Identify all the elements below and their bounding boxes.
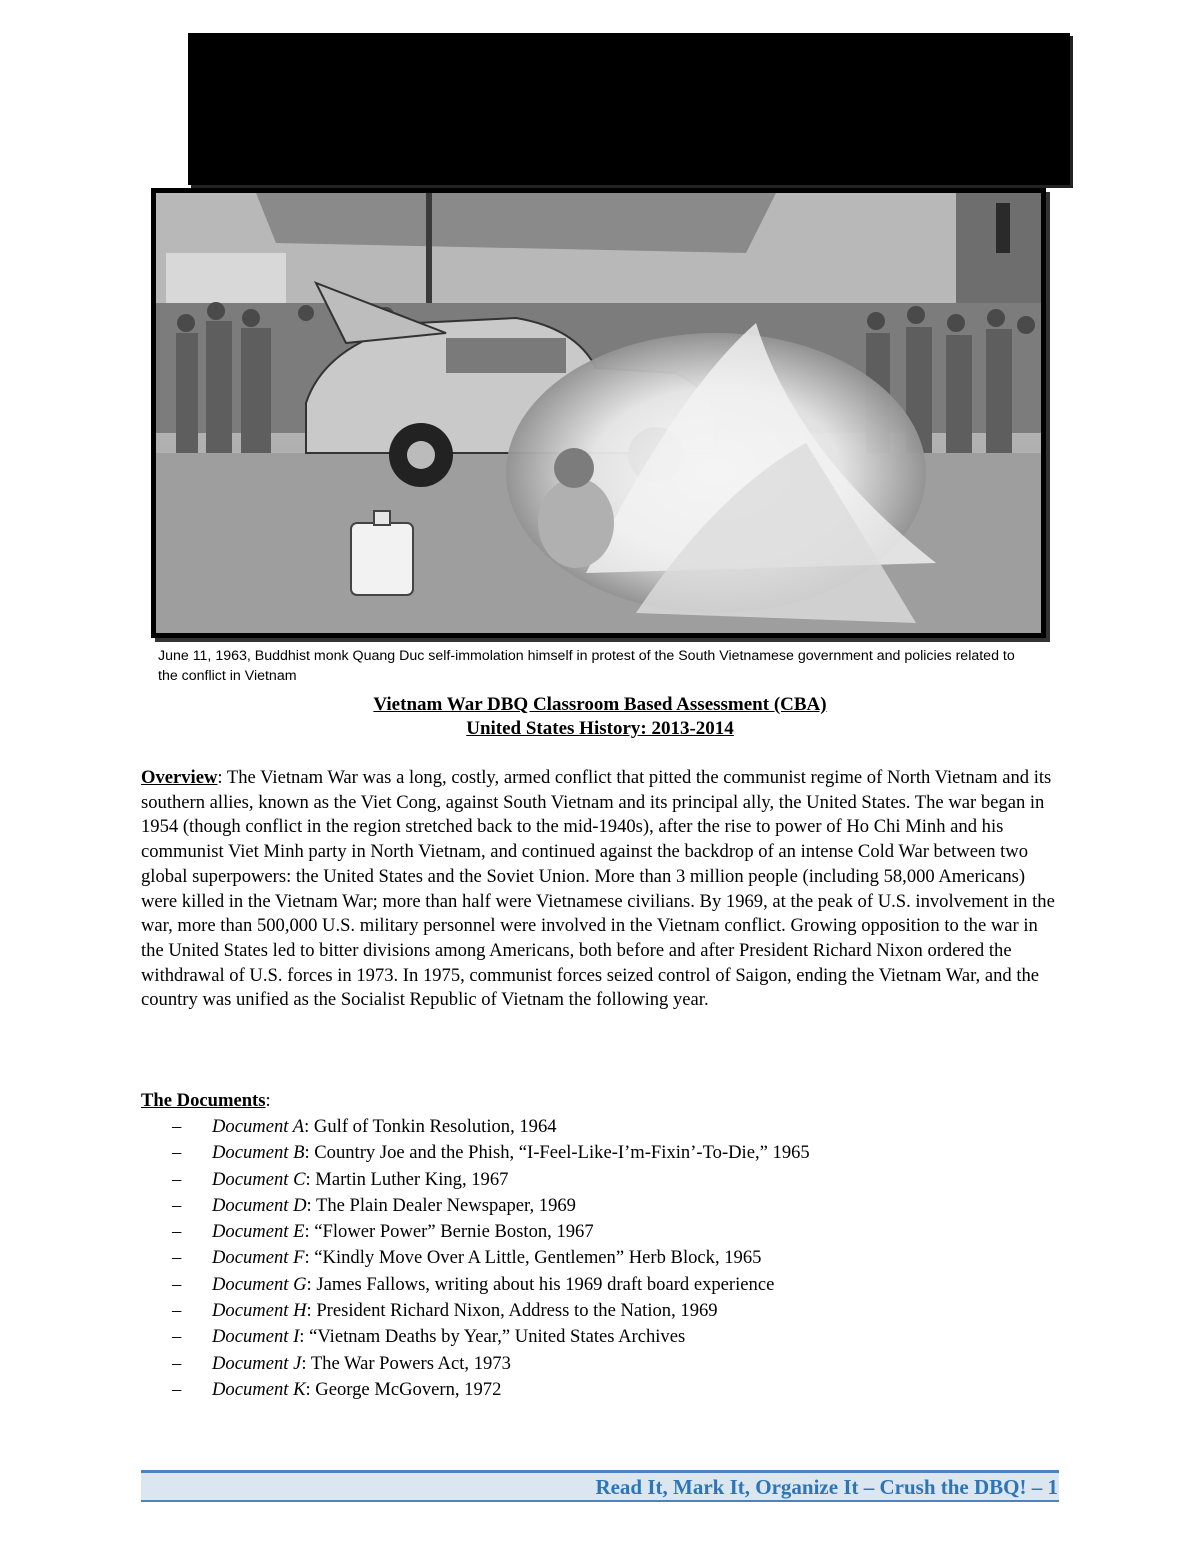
redacted-header-banner [188,33,1070,185]
document-title [140,693,1060,741]
document-desc: The Plain Dealer Newspaper, 1969 [315,1194,576,1216]
document-desc: The War Powers Act, 1973 [310,1352,511,1374]
footer-page-label: Read It, Mark It, Organize It – Crush the DBQ! – 1 [595,1475,1058,1499]
document-desc: “Vietnam Deaths by Year,” United States Archives [309,1326,686,1348]
list-item: – Document A: Gulf of Tonkin Resolution, 1964 [172,1116,557,1137]
document-desc: Martin Luther King, 1967 [315,1168,509,1190]
document-desc: Country Joe and the Phish, “I-Feel-Like-I’m-Fixin’-To-Die,” 1965 [314,1142,810,1164]
list-item: – Document J: The War Powers Act, 1973 [172,1352,511,1374]
document-label: Document D [212,1194,307,1216]
list-item: – Document G: James Fallows, writing about his 1969 draft board experience [172,1273,775,1295]
overview-text: The Vietnam War was a long, costly, armed conflict that pitted the communist regime of North Vietnam and its southern allies, known as the Viet Cong, against South Vietnam and its principal ally, the United States. The war began in 1954 (though conflict in the region stretched back to the mid-1940s), after the rise to power of Ho Chi Minh and his communist Viet Minh party in North Vietnam, and continued against the backdrop of an intense Cold War between two global superpowers: the United States and the Soviet Union. More than 3 million people (including 58,000 Americans) were killed in the Vietnam War; more than half were Vietnamese civilians. By 1969, at the peak of U.S. involvement in the war, more than 500,000 U.S. military personnel were involved in the Vietnam conflict. Growing opposition to the war in the United States led to bitter divisions among Americans, both before and after President Richard Nixon ordered the withdrawal of U.S. forces in 1973. In 1975, communist forces seized control of Saigon, ending the Vietnam War, and the country was unified as the Socialist Republic of Vietnam the following year. [141,767,1055,1011]
overview-paragraph: Overview: The Vietnam War was a long, costly, armed conflict that pitted the communist regime of North Vietnam and its southern allies, known as the Viet Cong, against South Vietnam and its principal ally, the United States. The war began in 1954 (though conflict in the region stretched back to the mid-1940s), after the rise to power of Ho Chi Minh and his communist Viet Minh party in North Vietnam, and continued against the backdrop of an intense Cold War between two global superpowers: the United States and the Soviet Union. More than 3 million people (including 58,000 Americans) were killed in the Vietnam War; more than half were Vietnamese civilians. By 1969, at the peak of U.S. involvement in the war, more than 500,000 U.S. military personnel were involved in the Vietnam conflict. Growing opposition to the war in the United States led to bitter divisions among Americans, both before and after President Richard Nixon ordered the withdrawal of U.S. forces in 1973. In 1975, communist forces seized control of Saigon, ending the Vietnam War, and the country was unified as the Socialist Republic of Vietnam the following year. [141,767,1055,1011]
documents-heading: The Documents: [141,1090,271,1111]
document-desc: George McGovern, 1972 [315,1378,502,1400]
documents-heading-label: The Documents [141,1090,266,1111]
document-desc: “Flower Power” Bernie Boston, 1967 [314,1221,594,1243]
document-label: Document G [212,1273,307,1295]
document-desc: “Kindly Move Over A Little, Gentlemen” Herb Block, 1965 [314,1247,762,1269]
document-desc: Gulf of Tonkin Resolution, 1964 [313,1116,557,1137]
title-line-2: United States History: 2013-2014 [466,718,734,739]
overview-label: Overview [141,767,218,788]
documents-list [172,1114,1052,1403]
document-label: Document C [212,1168,306,1190]
list-item: – Document F: “Kindly Move Over A Little, Gentlemen” Herb Block, 1965 [172,1247,762,1269]
document-label: Document A [212,1116,305,1137]
historical-photo [151,188,1046,638]
document-label: Document F [212,1247,305,1269]
document-label: Document H [212,1300,307,1322]
document-desc: President Richard Nixon, Address to the Nation, 1969 [316,1300,718,1322]
list-item: – Document K: George McGovern, 1972 [172,1378,502,1400]
document-label: Document I [212,1326,300,1348]
document-label: Document B [212,1142,305,1164]
document-label: Document J [212,1352,302,1374]
list-item: – Document I: “Vietnam Deaths by Year,” United States Archives [172,1326,686,1348]
list-item: – Document H: President Richard Nixon, Address to the Nation, 1969 [172,1300,718,1322]
list-item: – Document B: Country Joe and the Phish, “I-Feel-Like-I’m-Fixin’-To-Die,” 1965 [172,1142,810,1164]
list-item: – Document C: Martin Luther King, 1967 [172,1168,509,1190]
document-label: Document E [212,1221,305,1243]
list-item: – Document E: “Flower Power” Bernie Boston, 1967 [172,1221,594,1243]
photo-illustration [156,193,1041,633]
photo-caption: June 11, 1963, Buddhist monk Quang Duc self-immolation himself in protest of the South Vietnamese government and policies related to the conflict in Vietnam [158,648,1015,684]
list-item: – Document D: The Plain Dealer Newspaper, 1969 [172,1194,576,1216]
document-desc: James Fallows, writing about his 1969 draft board experience [316,1273,775,1295]
title-line-1: Vietnam War DBQ Classroom Based Assessment (CBA) [373,694,827,715]
document-label: Document K [212,1378,306,1400]
footer-bottom-rule [141,1500,1059,1502]
